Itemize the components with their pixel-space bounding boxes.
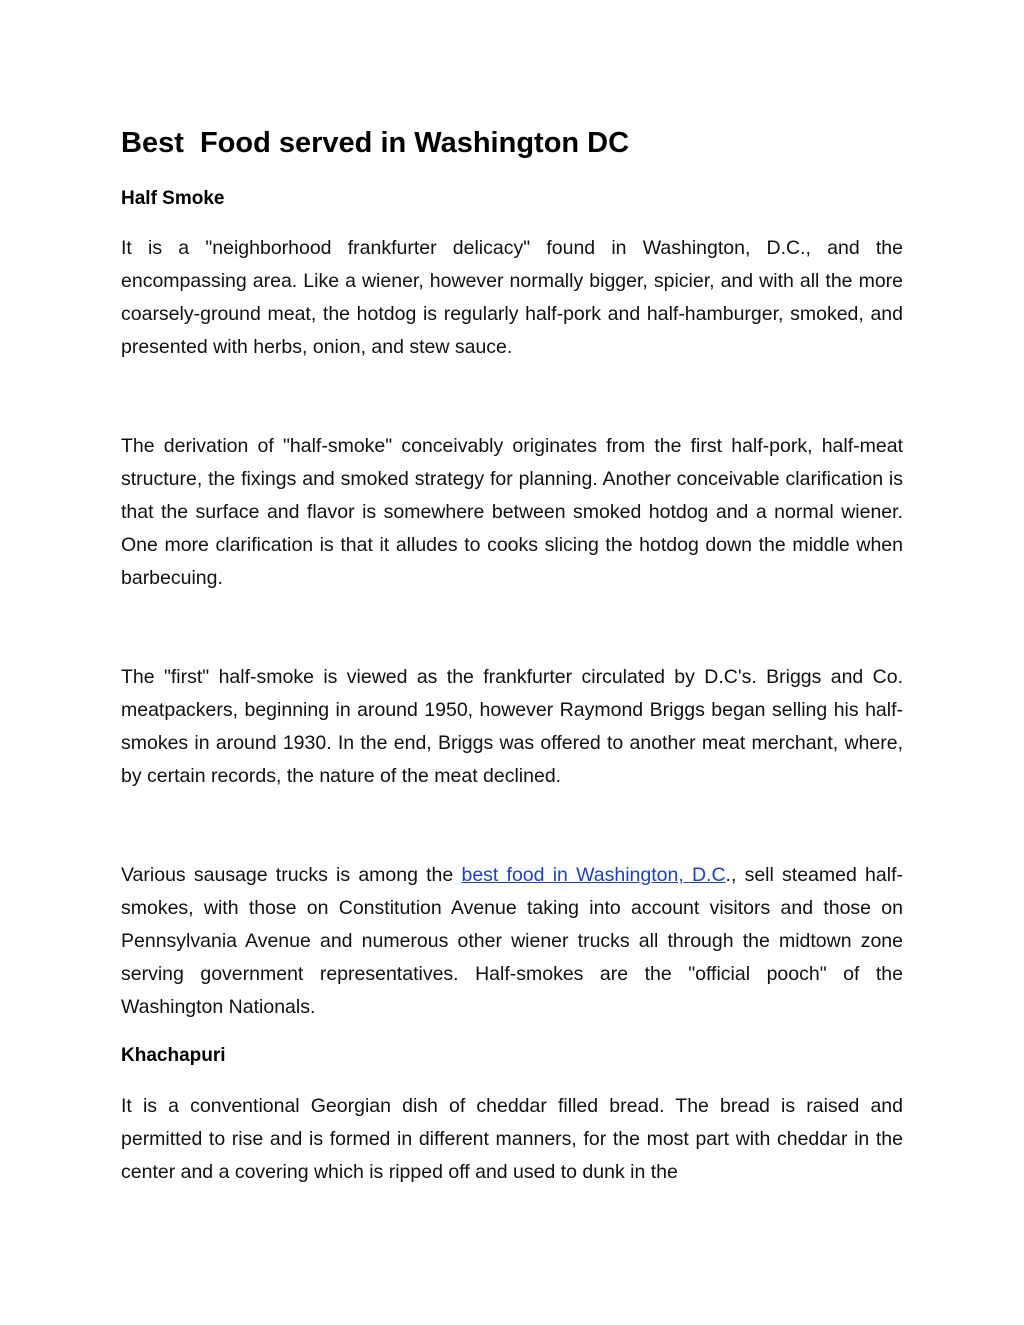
paragraph-half-smoke-history: The "first" half-smoke is viewed as the frankfurter circulated by D.C's. Briggs and Co. meatpackers, beginning in around 1950, however Raymond Briggs began selling his half-smokes in around 1930. In the end, Briggs was offered to another meat merchant, where, by certain records, the nature of the meat declined.: [121, 666, 903, 787]
page-title: Best Food served in Washington DC: [121, 127, 630, 159]
paragraph-khachapuri-intro: It is a conventional Georgian dish of cheddar filled bread. The bread is raised and permitted to rise and is formed in different manners, for the most part with cheddar in the center and a covering which is ripped off and used to dunk in the: [121, 1095, 903, 1183]
paragraph-text-after-link: ., sell steamed half-smokes, with those on Constitution Avenue taking into account visitors and those on Pennsylvania Avenue and numerous other wiener trucks all through the midtown zone serving government representatives. Half-smokes are the "official pooch" of the Washington Nationals.: [121, 864, 903, 1018]
best-food-link[interactable]: best food in Washington, D.C: [461, 864, 726, 886]
paragraph-half-smoke-derivation: The derivation of "half-smoke" conceivably originates from the first half-pork, half-meat structure, the fixings and smoked strategy for planning. Another conceivable clarification is that the surface and flavor is somewhere between smoked hotdog and a normal wiener. One more clarification is that it alludes to cooks slicing the hotdog down the middle when barbecuing.: [121, 435, 903, 589]
paragraph-half-smoke-trucks: [121, 859, 903, 1024]
paragraph-half-smoke-intro: It is a "neighborhood frankfurter delicacy" found in Washington, D.C., and the encompassing area. Like a wiener, however normally bigger, spicier, and with all the more coarsely-ground meat, the hotdog is regularly half-pork and half-hamburger, smoked, and presented with herbs, onion, and stew sauce.: [121, 237, 903, 358]
paragraph-text-before-link: Various sausage trucks is among the: [121, 864, 462, 886]
section-heading-khachapuri: Khachapuri: [121, 1045, 226, 1066]
section-heading-half-smoke: Half Smoke: [121, 188, 225, 209]
